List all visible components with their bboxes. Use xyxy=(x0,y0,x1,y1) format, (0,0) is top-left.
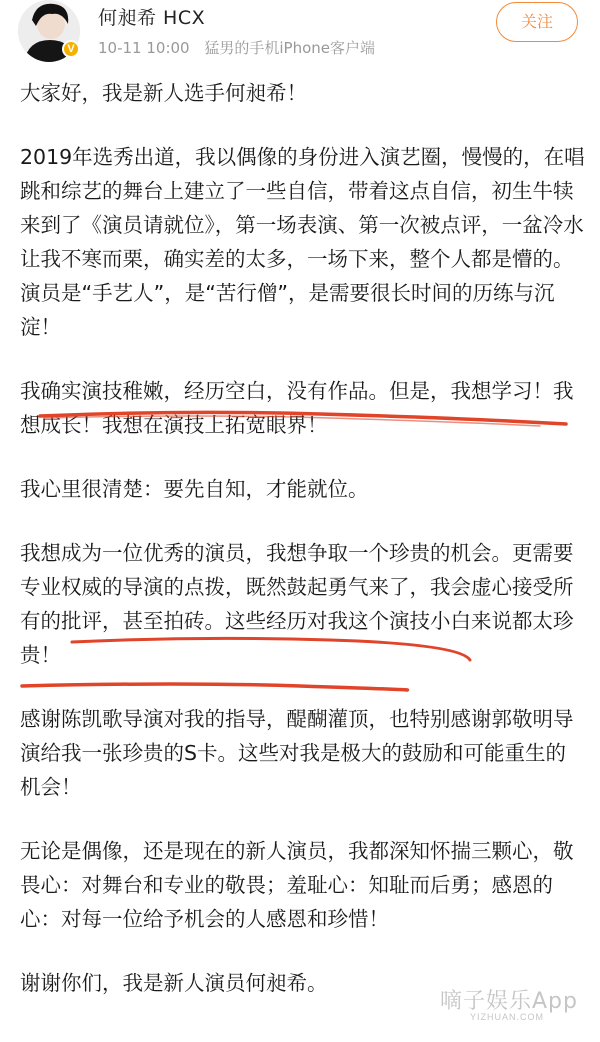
username[interactable]: 何昶希 HCX xyxy=(98,7,206,29)
follow-button[interactable]: 关注 xyxy=(496,2,578,42)
post-paragraph: 我心里很清楚：要先自知，才能就位。 xyxy=(20,477,369,501)
watermark-subtext: YIZHUAN.COM xyxy=(470,1012,544,1022)
post-paragraph: 我确实演技稚嫩，经历空白，没有作品。但是，我想学习！我想成长！我想在演技上拓宽眼界！ xyxy=(20,379,574,437)
post-paragraph: 无论是偶像，还是现在的新人演员，我都深知怀揣三颗心，敬畏心：对舞台和专业的敬畏；羞耻心：知耻而后勇；感恩的心：对每一位给予机会的人感恩和珍惜！ xyxy=(20,839,574,931)
post-header xyxy=(0,0,600,70)
device-source: 猛男的手机iPhone客户端 xyxy=(204,39,376,57)
watermark: 嘀子娱乐App xyxy=(440,989,578,1014)
post-paragraph: 我想成为一位优秀的演员，我想争取一个珍贵的机会。更需要专业权威的导演的点拨，既然鼓起勇气来了，我会虚心接受所有的批评，甚至拍砖。这些经历对我这个演技小白来说都太珍贵！ xyxy=(20,541,574,667)
timestamp: 10-11 10:00 xyxy=(98,39,190,57)
post-paragraph: 谢谢你们，我是新人演员何昶希。 xyxy=(20,971,328,995)
post-paragraph: 大家好，我是新人选手何昶希！ xyxy=(20,81,307,105)
post-body xyxy=(20,76,585,1000)
post-meta xyxy=(98,38,385,58)
post-paragraph: 感谢陈凯歌导演对我的指导，醍醐灌顶，也特别感谢郭敬明导演给我一张珍贵的S卡。这些对我是极大的鼓励和可能重生的机会！ xyxy=(20,707,574,799)
post-paragraph: 2019年选秀出道，我以偶像的身份进入演艺圈，慢慢的，在唱跳和综艺的舞台上建立了一些自信，带着这点自信，初生牛犊来到了《演员请就位》，第一场表演、第一次被点评，一盆冷水让我不寒而栗，确实差的太多，一场下来，整个人都是懵的。演员是“手艺人”，是“苦行僧”，是需要很长时间的历练与沉淀！ xyxy=(20,145,585,339)
verified-badge-icon: V xyxy=(62,40,80,58)
